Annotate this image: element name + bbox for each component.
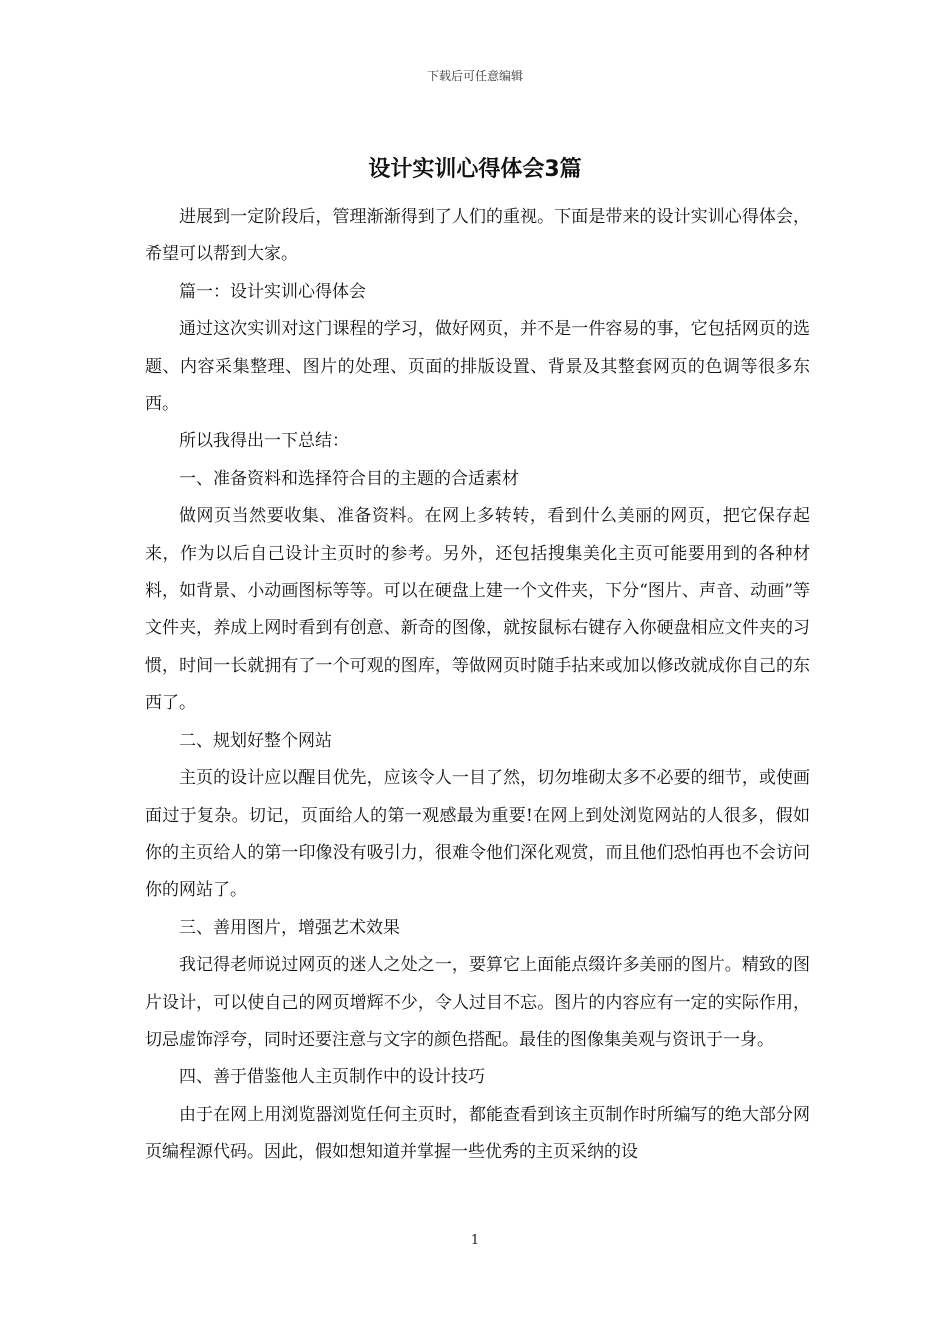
section-heading-3: 三、善用图片，增强艺术效果 xyxy=(179,917,400,938)
paragraph-images: 我记得老师说过网页的迷人之处之一，要算它上面能点缀许多美丽的图片。精致的图片设计，可以使自己的网页增辉不少，令人过目不忘。图片的内容应有一定的实际作用，切忌虚饰浮夸，同时还要注意与文字的颜色搭配。最佳的图像集美观与资讯于一身。 xyxy=(145,955,810,1050)
section-heading-2: 二、规划好整个网站 xyxy=(179,730,332,751)
page-number: 1 xyxy=(470,1233,480,1248)
paragraph-intro: 进展到一定阶段后，管理渐渐得到了人们的重视。下面是带来的设计实训心得体会，希望可以帮到大家。 xyxy=(145,207,810,265)
paragraph-learning: 由于在网上用浏览器浏览任何主页时，都能查看到该主页制作时所编写的绝大部分网页编程源代码。因此，假如想知道并掌握一些优秀的主页采纳的设 xyxy=(145,1104,810,1163)
section-heading-4: 四、善于借鉴他人主页制作中的设计技巧 xyxy=(179,1067,485,1088)
document-body xyxy=(145,199,810,1172)
paragraph-planning: 主页的设计应以醒目优先，应该令人一目了然，切勿堆砌太多不必要的细节，或使画面过于复杂。切记，页面给人的第一观感最为重要!在网上到处浏览网站的人很多，假如你的主页给人的第一印像没有吸引力，很难令他们深化观赏，而且他们恐怕再也不会访问你的网站了。 xyxy=(145,768,810,901)
document-title: 设计实训心得体会3篇 xyxy=(368,157,582,182)
paragraph-overview: 通过这次实训对这门课程的学习，做好网页，并不是一件容易的事，它包括网页的选题、内容采集整理、图片的处理、页面的排版设置、背景及其整套网页的色调等很多东西。 xyxy=(145,319,810,415)
section-heading-1: 一、准备资料和选择符合目的主题的合适素材 xyxy=(179,468,519,489)
paragraph-materials: 做网页当然要收集、准备资料。在网上多转转，看到什么美丽的网页，把它保存起来，作为以后自己设计主页时的参考。另外，还包括搜集美化主页可能要用到的各种材料，如背景、小动画图标等等。可以在硬盘上建一个文件夹，下分“图片、声音、动画”等文件夹，养成上网时看到有创意、新奇的图像，就按鼠标右键存入你硬盘相应文件夹的习惯，时间一长就拥有了一个可观的图库，等做网页时随手拈来或加以修改就成你自己的东西了。 xyxy=(145,506,810,714)
paragraph-summary-lead: 所以我得出一下总结： xyxy=(179,431,349,452)
header-note: 下载后可任意编辑 xyxy=(426,69,523,83)
paragraph-part-one-heading: 篇一：设计实训心得体会 xyxy=(179,281,366,302)
